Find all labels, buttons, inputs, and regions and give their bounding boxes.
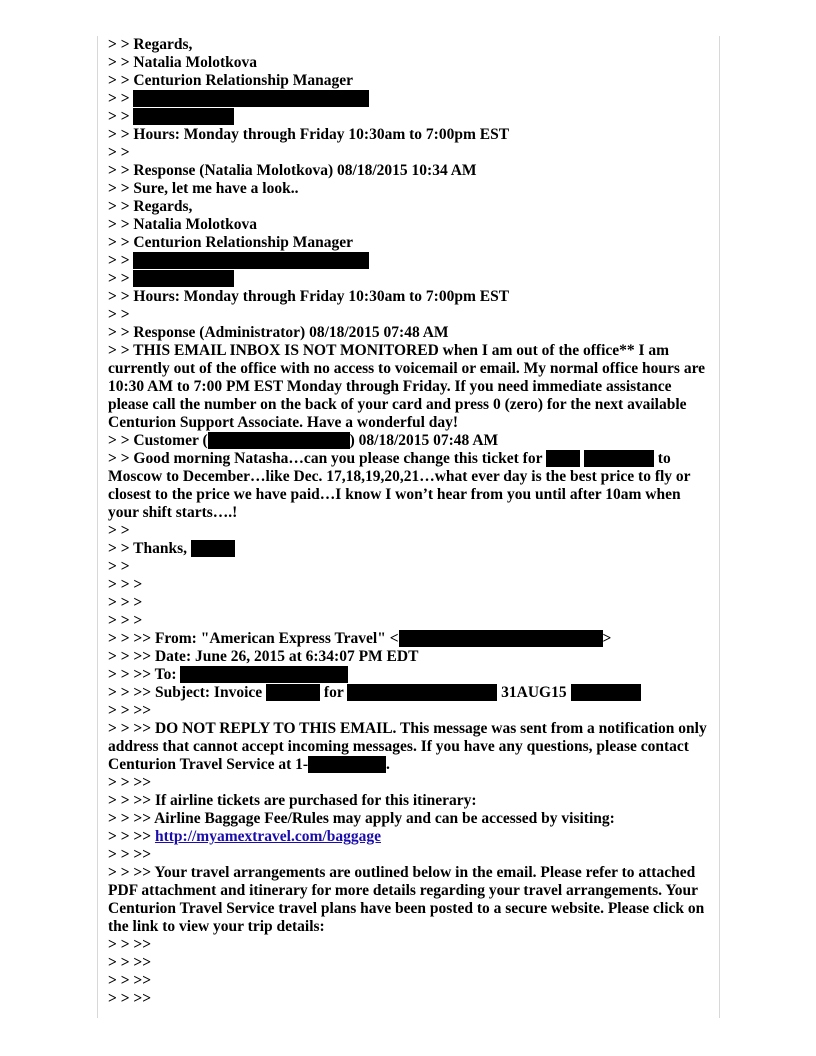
redaction-block xyxy=(584,450,654,467)
line-baggage-link: > > >> http://myamextravel.com/baggage xyxy=(108,828,381,845)
line-quote: > > xyxy=(108,558,130,575)
line-date: > > >> Date: June 26, 2015 at 6:34:07 PM EDT xyxy=(108,648,419,665)
line-from: > > >> From: "American Express Travel" < > xyxy=(108,630,612,647)
line-to: > > >> To: xyxy=(108,666,708,684)
line-redacted-3: > > xyxy=(108,252,708,270)
line-response-header: > > Response (Administrator) 08/18/2015 07:48 AM xyxy=(108,324,449,341)
line-quote: > > >> xyxy=(108,972,152,989)
line-quote: > > xyxy=(108,522,130,539)
email-thread xyxy=(108,36,708,1008)
redaction-block xyxy=(399,630,603,647)
line-quote: > > xyxy=(108,144,130,161)
line-name: > > Natalia Molotkova xyxy=(108,54,257,71)
line-airline-tickets: > > >> If airline tickets are purchased for this itinerary: xyxy=(108,792,477,809)
line-regards: > > Regards, xyxy=(108,36,193,53)
auto-reply-paragraph: > > THIS EMAIL INBOX IS NOT MONITORED when I am out of the office** I am currently out of the office with no access to voicemail or email. My normal office hours are 10:30 AM to 7:00 PM EST Monday through Friday. If you need immediate assistance please call the number on the back of your card and press 0 (zero) for the next available Centurion Support Associate. Have a wonderful day! xyxy=(108,342,706,431)
redaction-block xyxy=(571,684,641,701)
redaction-block xyxy=(133,108,234,125)
line-quote: > > >> xyxy=(108,954,152,971)
line-redacted-1: > > xyxy=(108,90,708,108)
line-quote: > > xyxy=(108,306,130,323)
travel-arrangements-paragraph: > > >> Your travel arrangements are outlined below in the email. Please refer to attached PDF attachment and itinerary for more details regarding your travel arrangements. Your Centurion Travel Service travel plans have been posted to a secure website. Please click on the link to view your trip details: xyxy=(108,864,705,935)
customer-message-paragraph: > > Good morning Natasha…can you please change this ticket for to Moscow to December…like Dec. 17,18,19,20,21…what ever day is the best price to fly or closest to the price we have paid…I know I won’t hear from you until after 10am when your shift starts….! xyxy=(108,450,691,521)
line-name: > > Natalia Molotkova xyxy=(108,216,257,233)
line-customer-header: > > Customer ( ) 08/18/2015 07:48 AM xyxy=(108,432,499,449)
baggage-link[interactable]: http://myamextravel.com/baggage xyxy=(154,828,381,845)
redaction-block xyxy=(180,666,348,683)
line-quote: > > >> xyxy=(108,702,152,719)
line-hours: > > Hours: Monday through Friday 10:30am to 7:00pm EST xyxy=(108,126,510,143)
line-baggage-rules: > > >> Airline Baggage Fee/Rules may apply and can be accessed by visiting: xyxy=(108,810,615,827)
redaction-block xyxy=(347,684,497,701)
redaction-block xyxy=(546,450,580,467)
line-redacted-4: > > xyxy=(108,270,708,288)
line-redacted-2: > > xyxy=(108,108,708,126)
redaction-block xyxy=(133,270,234,287)
line-title: > > Centurion Relationship Manager xyxy=(108,72,354,89)
line-thanks: > > Thanks, xyxy=(108,540,708,558)
line-message: > > Sure, let me have a look.. xyxy=(108,180,299,197)
line-quote: > > > xyxy=(108,576,143,593)
redaction-block xyxy=(133,90,369,107)
line-quote: > > > xyxy=(108,612,143,629)
line-quote: > > > xyxy=(108,594,143,611)
redaction-block xyxy=(133,252,369,269)
redaction-block xyxy=(266,684,320,701)
do-not-reply-paragraph: > > >> DO NOT REPLY TO THIS EMAIL. This message was sent from a notification only address that cannot accept incoming messages. If you have any questions, please contact Centurion Travel Service at 1- . xyxy=(108,720,707,773)
line-quote: > > >> xyxy=(108,936,152,953)
line-response-header: > > Response (Natalia Molotkova) 08/18/2015 10:34 AM xyxy=(108,162,477,179)
line-quote: > > >> xyxy=(108,846,152,863)
line-quote: > > >> xyxy=(108,990,152,1007)
line-regards: > > Regards, xyxy=(108,198,193,215)
line-hours: > > Hours: Monday through Friday 10:30am to 7:00pm EST xyxy=(108,288,510,305)
line-quote: > > >> xyxy=(108,774,152,791)
redaction-block xyxy=(308,756,386,773)
redaction-block xyxy=(191,540,235,557)
line-subject: > > >> Subject: Invoice for 31AUG15 xyxy=(108,684,708,702)
redaction-block xyxy=(208,432,350,449)
line-title: > > Centurion Relationship Manager xyxy=(108,234,354,251)
